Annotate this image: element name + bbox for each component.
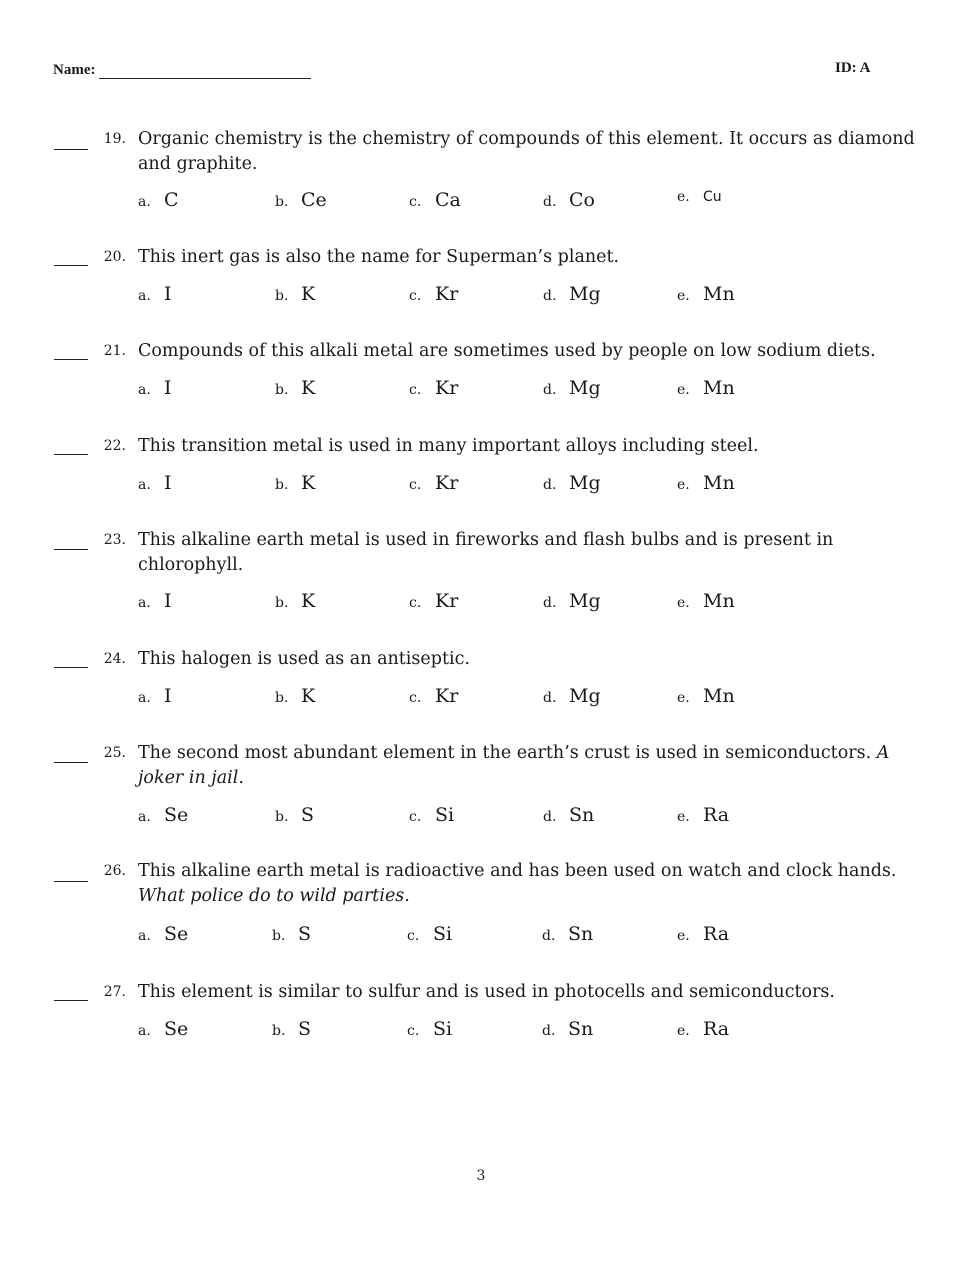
choice-b[interactable] — [272, 923, 311, 945]
choice-text: Kr — [435, 590, 459, 612]
choice-d[interactable] — [543, 189, 595, 211]
answer-choices — [0, 685, 979, 711]
question-number: 20. — [103, 249, 126, 265]
choice-c[interactable] — [407, 923, 452, 945]
choice-c[interactable] — [409, 189, 461, 211]
answer-blank[interactable] — [54, 265, 88, 266]
choice-letter: b. — [275, 194, 289, 210]
choice-b[interactable] — [275, 472, 315, 494]
question-text — [138, 245, 918, 270]
choice-letter: a. — [138, 194, 151, 210]
choice-text: Se — [164, 1018, 189, 1040]
choice-text: S — [301, 804, 315, 826]
choice-letter: d. — [543, 595, 557, 611]
answer-choices — [0, 1018, 979, 1044]
choice-e[interactable] — [677, 804, 729, 826]
choice-b[interactable] — [275, 685, 315, 707]
choice-letter: c. — [407, 928, 420, 944]
choice-text: Cu — [703, 189, 722, 205]
choice-d[interactable] — [542, 923, 593, 945]
answer-blank[interactable] — [54, 454, 88, 455]
choice-text: Sn — [569, 804, 595, 826]
choice-e[interactable] — [677, 590, 735, 612]
choice-letter: e. — [677, 809, 690, 825]
choice-e[interactable] — [677, 1018, 729, 1040]
choice-letter: b. — [272, 1023, 286, 1039]
answer-choices — [0, 804, 979, 830]
name-label: Name: — [53, 62, 96, 78]
choice-d[interactable] — [543, 590, 601, 612]
question-hint: A joker in jail. — [138, 743, 890, 788]
choice-text: C — [164, 189, 179, 211]
choice-text: Se — [164, 804, 189, 826]
choice-text: Mn — [703, 283, 735, 305]
choice-text: Co — [569, 189, 595, 211]
name-field — [53, 62, 311, 79]
choice-a[interactable] — [138, 472, 172, 494]
question-text — [138, 647, 918, 672]
question-number: 23. — [103, 532, 126, 548]
answer-blank[interactable] — [54, 359, 88, 360]
question-stem: Compounds of this alkali metal are sometimes used by people on low sodium diets. — [138, 341, 876, 361]
choice-b[interactable] — [275, 377, 315, 399]
choice-letter: b. — [275, 809, 289, 825]
question-stem: This alkaline earth metal is radioactive and has been used on watch and clock hands. — [138, 861, 897, 881]
choice-letter: a. — [138, 382, 151, 398]
question-text — [138, 980, 918, 1005]
choice-letter: a. — [138, 288, 151, 304]
choice-letter: b. — [272, 928, 286, 944]
choice-text: Kr — [435, 685, 459, 707]
answer-blank[interactable] — [54, 549, 88, 550]
choice-a[interactable] — [138, 590, 172, 612]
choice-text: Kr — [435, 377, 459, 399]
choice-d[interactable] — [543, 472, 601, 494]
choice-c[interactable] — [409, 804, 454, 826]
choice-text: K — [301, 590, 316, 612]
question-number: 27. — [103, 984, 126, 1000]
choice-d[interactable] — [543, 283, 601, 305]
choice-e[interactable] — [677, 923, 729, 945]
choice-letter: e. — [677, 382, 690, 398]
choice-letter: c. — [409, 194, 422, 210]
question-stem: This inert gas is also the name for Superman’s planet. — [138, 247, 620, 267]
choice-letter: d. — [542, 928, 556, 944]
choice-text: Kr — [435, 472, 459, 494]
question-stem: This halogen is used as an antiseptic. — [138, 649, 470, 669]
choice-e[interactable] — [677, 472, 735, 494]
choice-text: I — [164, 590, 172, 612]
choice-letter: c. — [409, 382, 422, 398]
choice-letter: e. — [677, 288, 690, 304]
choice-text: K — [301, 685, 316, 707]
choice-text: K — [301, 377, 316, 399]
choice-letter: a. — [138, 809, 151, 825]
choice-text: Mn — [703, 472, 735, 494]
choice-c[interactable] — [409, 590, 458, 612]
question-stem: This transition metal is used in many important alloys including steel. — [138, 436, 759, 456]
choice-letter: c. — [409, 595, 422, 611]
question-stem: Organic chemistry is the chemistry of compounds of this element. It occurs as diamond and graphite. — [138, 129, 915, 174]
choice-text: S — [298, 1018, 312, 1040]
answer-choices — [0, 189, 979, 215]
choice-text: Sn — [568, 923, 594, 945]
choice-a[interactable] — [138, 804, 188, 826]
question-number: 21. — [103, 343, 126, 359]
choice-text: I — [164, 472, 172, 494]
choice-letter: a. — [138, 595, 151, 611]
question-text — [138, 127, 918, 177]
choice-c[interactable] — [409, 377, 458, 399]
choice-letter: c. — [409, 809, 422, 825]
choice-text: I — [164, 377, 172, 399]
choice-b[interactable] — [275, 189, 327, 211]
choice-d[interactable] — [542, 1018, 593, 1040]
answer-blank[interactable] — [54, 881, 88, 882]
choice-letter: e. — [677, 690, 690, 706]
choice-b[interactable] — [272, 1018, 311, 1040]
choice-a[interactable] — [138, 923, 188, 945]
question-text — [138, 434, 918, 459]
name-blank-line[interactable] — [99, 64, 311, 79]
choice-text: Ra — [703, 1018, 730, 1040]
answer-blank[interactable] — [54, 667, 88, 668]
choice-letter: d. — [542, 1023, 556, 1039]
choice-letter: e. — [677, 928, 690, 944]
choice-e[interactable] — [677, 283, 735, 305]
choice-text: K — [301, 472, 316, 494]
choice-text: Si — [435, 804, 455, 826]
choice-letter: d. — [543, 288, 557, 304]
choice-letter: e. — [677, 189, 690, 205]
choice-letter: c. — [409, 477, 422, 493]
choice-a[interactable] — [138, 685, 172, 707]
choice-letter: a. — [138, 1023, 151, 1039]
choice-letter: e. — [677, 477, 690, 493]
question-number: 19. — [103, 131, 126, 147]
question-stem: This element is similar to sulfur and is used in photocells and semiconductors. — [138, 982, 835, 1002]
choice-text: Mg — [569, 377, 601, 399]
question-number: 22. — [103, 438, 126, 454]
question-text — [138, 741, 898, 791]
choice-letter: d. — [543, 194, 557, 210]
choice-e[interactable] — [677, 377, 735, 399]
choice-c[interactable] — [407, 1018, 452, 1040]
question-text — [138, 528, 858, 578]
choice-letter: b. — [275, 595, 289, 611]
choice-letter: c. — [409, 690, 422, 706]
question-stem: This alkaline earth metal is used in fireworks and flash bulbs and is present in chlorophyll. — [138, 530, 834, 575]
choice-letter: b. — [275, 382, 289, 398]
choice-text: Se — [164, 923, 189, 945]
choice-letter: a. — [138, 690, 151, 706]
choice-text: K — [301, 283, 316, 305]
choice-text: I — [164, 685, 172, 707]
choice-text: Mn — [703, 377, 735, 399]
choice-letter: c. — [409, 288, 422, 304]
answer-choices — [0, 377, 979, 403]
choice-letter: d. — [543, 690, 557, 706]
choice-letter: a. — [138, 928, 151, 944]
question-stem: The second most abundant element in the earth’s crust is used in semiconductors. — [138, 743, 872, 763]
choice-letter: b. — [275, 690, 289, 706]
choice-b[interactable] — [275, 590, 315, 612]
choice-b[interactable] — [275, 283, 315, 305]
choice-d[interactable] — [543, 377, 601, 399]
choice-text: Ra — [703, 923, 730, 945]
choice-text: Mg — [569, 590, 601, 612]
choice-text: Mg — [569, 685, 601, 707]
question-number: 24. — [103, 651, 126, 667]
question-text — [138, 339, 918, 364]
answer-choices — [0, 590, 979, 616]
question-hint: What police do to wild parties. — [138, 886, 410, 906]
choice-letter: b. — [275, 477, 289, 493]
question-text — [138, 859, 918, 909]
answer-blank[interactable] — [54, 149, 88, 150]
choice-letter: e. — [677, 1023, 690, 1039]
choice-letter: d. — [543, 382, 557, 398]
choice-d[interactable] — [543, 804, 594, 826]
choice-letter: c. — [407, 1023, 420, 1039]
choice-text: Ca — [435, 189, 461, 211]
choice-text: S — [298, 923, 312, 945]
choice-c[interactable] — [409, 685, 458, 707]
choice-b[interactable] — [275, 804, 314, 826]
choice-text: Mn — [703, 685, 735, 707]
question-number: 26. — [103, 863, 126, 879]
choice-text: Si — [433, 1018, 453, 1040]
choice-e[interactable] — [677, 685, 735, 707]
choice-text: Mn — [703, 590, 735, 612]
choice-text: Mg — [569, 283, 601, 305]
choice-text: Sn — [568, 1018, 594, 1040]
choice-text: Kr — [435, 283, 459, 305]
answer-choices — [0, 923, 979, 949]
choice-a[interactable] — [138, 283, 172, 305]
choice-d[interactable] — [543, 685, 601, 707]
choice-text: Ce — [301, 189, 327, 211]
question-number: 25. — [103, 745, 126, 761]
page-number: 3 — [476, 1168, 486, 1184]
choice-letter: d. — [543, 809, 557, 825]
choice-a[interactable] — [138, 1018, 188, 1040]
answer-choices — [0, 472, 979, 498]
answer-choices — [0, 283, 979, 309]
choice-text: Si — [433, 923, 453, 945]
choice-a[interactable] — [138, 377, 172, 399]
choice-letter: a. — [138, 477, 151, 493]
choice-letter: e. — [677, 595, 690, 611]
choice-letter: b. — [275, 288, 289, 304]
answer-blank[interactable] — [54, 1000, 88, 1001]
choice-c[interactable] — [409, 472, 458, 494]
exam-id: ID: A — [835, 60, 871, 76]
choice-a[interactable] — [138, 189, 179, 211]
choice-text: I — [164, 283, 172, 305]
choice-text: Ra — [703, 804, 730, 826]
choice-text: Mg — [569, 472, 601, 494]
choice-e[interactable] — [677, 189, 722, 205]
choice-c[interactable] — [409, 283, 458, 305]
answer-blank[interactable] — [54, 762, 88, 763]
choice-letter: d. — [543, 477, 557, 493]
